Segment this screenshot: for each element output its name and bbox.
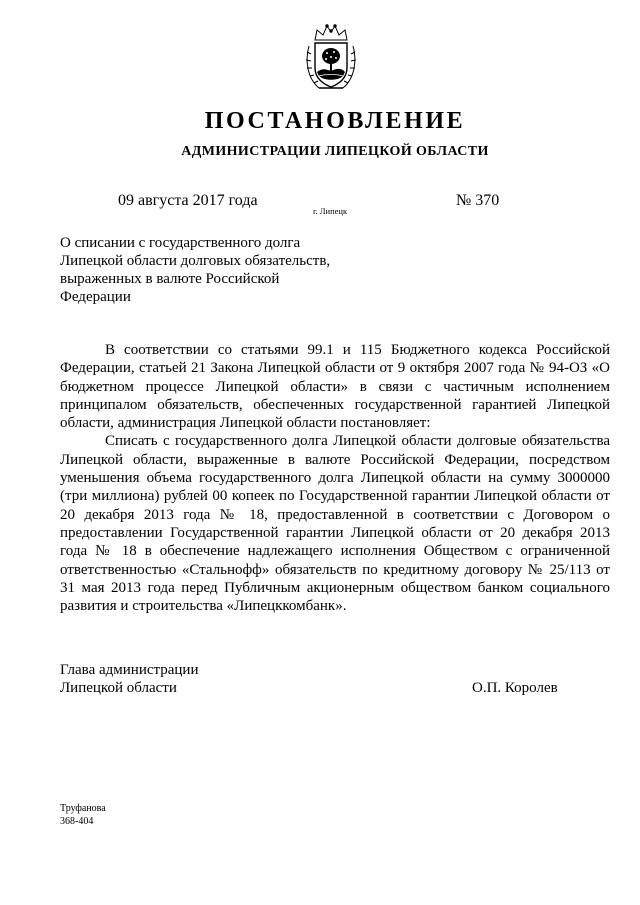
subject-line: выраженных в валюте Российской bbox=[60, 271, 280, 287]
document-body bbox=[60, 341, 610, 615]
document-subject bbox=[60, 234, 360, 306]
executor-phone: 368-404 bbox=[60, 816, 94, 827]
lipetsk-coat-of-arms-icon bbox=[303, 22, 359, 94]
signatory-position-line: Глава администрации bbox=[60, 662, 199, 678]
subject-line: О списании с государственного долга bbox=[60, 235, 301, 251]
body-paragraph-preamble: В соответствии со статьями 99.1 и 115 Бюджетного кодекса Российской Федерации, статьей 21 Закона Липецкой области от 9 октября 2007 года № 94-ОЗ «О бюджетном процессе Липецкой области» в связи с частичным исполнением принципалом обязательств, обеспеченных государственной гарантией Липецкой области, администрация Липецкой области постановляет: bbox=[60, 342, 610, 432]
document-number: № 370 bbox=[456, 192, 500, 209]
signatory-position bbox=[60, 661, 198, 697]
issuing-authority: АДМИНИСТРАЦИИ ЛИПЕЦКОЙ ОБЛАСТИ bbox=[181, 144, 489, 159]
subject-line: Федерации bbox=[60, 289, 131, 305]
executor-name: Труфанова bbox=[60, 803, 106, 814]
signatory-position-line: Липецкой области bbox=[60, 680, 177, 696]
body-paragraph-resolution: Списать с государственного долга Липецкой области долговые обязательства Липецкой области, выраженные в валюте Российской Федерации, посредством уменьшения объема государственного долга Липецкой области на сумму 3000000 (три миллиона) рублей 00 копеек по Государственной гарантии Липецкой области от 20 декабря 2013 года № 18, предоставленной в соответствии с Договором о предоставлении Государственной гарантии Липецкой области от 20 декабря 2013 года № 18 в обеспечение надлежащего исполнения Обществом с ограниченной ответственностью «Стальнофф» обязательств по кредитному договору № 25/113 от 31 мая 2013 года перед Публичным акционерным обществом банком социального развития и строительства «Липецккомбанк». bbox=[60, 433, 610, 615]
signatory-name: О.П. Королев bbox=[472, 680, 558, 696]
document-title: ПОСТАНОВЛЕНИЕ bbox=[204, 108, 466, 134]
executor-info bbox=[60, 802, 106, 828]
subject-line: Липецкой области долговых обязательств, bbox=[60, 253, 331, 269]
document-date: 09 августа 2017 года bbox=[118, 192, 258, 209]
document-place: г. Липецк bbox=[313, 206, 348, 216]
